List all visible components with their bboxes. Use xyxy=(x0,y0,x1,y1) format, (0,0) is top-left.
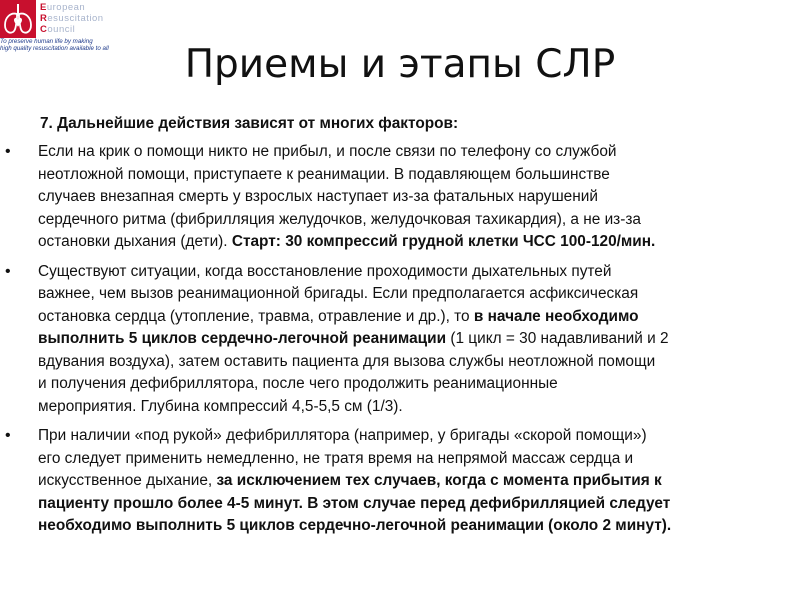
bullet-marker: • xyxy=(5,262,11,280)
text-line xyxy=(38,351,778,374)
text-line xyxy=(38,306,778,329)
bullet-text xyxy=(38,141,778,254)
text-line xyxy=(38,261,778,284)
intro-heading: 7. Дальнейшие действия зависят от многих факторов: xyxy=(40,115,459,132)
text-line xyxy=(38,186,778,209)
bullet-text xyxy=(38,425,778,538)
lungs-heart-icon xyxy=(0,0,36,38)
text-line xyxy=(38,141,778,164)
bold-text: Старт: 30 компрессий грудной клетки ЧСС 100-120/мин. xyxy=(231,233,656,250)
bullet-marker: • xyxy=(5,143,11,160)
text-line xyxy=(38,448,778,471)
text-segment: мероприятия. Глубина компрессий 4,5-5,5 см (1/3). xyxy=(38,397,403,415)
text-line xyxy=(38,164,778,187)
bold-text: за исключением тех случаев, когда с момента прибытия к xyxy=(216,472,662,489)
text-segment: остановки дыхания (дети). xyxy=(38,233,232,250)
text-segment: случаев внезапная смерть у взрослых наступает из-за фатальных нарушений xyxy=(38,188,598,205)
logo-word: Resuscitation xyxy=(40,13,104,24)
text-line xyxy=(38,231,778,254)
text-segment: важнее, чем вызов реанимационной бригады. Если предполагается асфиксическая xyxy=(38,285,639,302)
logo-tagline: To preserve human life by making high quality resuscitation available to all xyxy=(0,38,109,52)
bold-text: выполнить 5 циклов сердечно-легочной реанимации xyxy=(38,330,447,347)
text-segment: сердечного ритма (фибрилляция желудочков, желудочковая тахикардия), а не из-за xyxy=(38,210,641,228)
text-segment: (1 цикл = 30 надавливаний и 2 xyxy=(446,330,669,347)
logo-word: Council xyxy=(40,24,76,35)
text-segment: его следует применить немедленно, не тратя время на непрямой массаж сердца и xyxy=(38,449,634,467)
text-line xyxy=(38,209,778,232)
text-line xyxy=(38,425,778,448)
bullet-item xyxy=(5,425,778,538)
text-segment: неотложной помощи, приступаете к реанимации. В подавляющем большинстве xyxy=(38,165,610,183)
text-segment: вдувания воздуха), затем оставить пациента для вызова службы неотложной помощи xyxy=(38,352,656,370)
text-segment: Существуют ситуации, когда восстановление проходимости дыхательных путей xyxy=(38,262,612,280)
bold-text: в начале необходимо xyxy=(473,307,639,325)
text-line xyxy=(38,493,778,516)
text-segment: Если на крик о помощи никто не прибыл, и после связи по телефону со службой xyxy=(38,143,617,160)
text-segment: При наличии «под рукой» дефибриллятора (например, у бригады «скорой помощи») xyxy=(38,427,647,444)
logo-word: European xyxy=(40,2,86,13)
text-segment: и получения дефибриллятора, после чего продолжить реанимационные xyxy=(38,375,558,392)
logo-wordmark xyxy=(40,2,104,35)
text-segment: искусственное дыхание, xyxy=(38,472,217,489)
bold-text: пациенту прошло более 4-5 минут. В этом случае перед дефибрилляцией следует xyxy=(38,494,671,512)
bold-text: необходимо выполнить 5 циклов сердечно-легочной реанимации (около 2 минут). xyxy=(38,517,672,534)
text-line xyxy=(38,328,778,351)
bullet-text xyxy=(38,261,778,419)
bullet-item xyxy=(5,141,778,254)
bullet-list xyxy=(0,141,800,545)
bullet-marker: • xyxy=(5,427,11,444)
slide-title: Приемы и этапы СЛР xyxy=(184,42,616,87)
text-segment: остановка сердца (утопление, травма, отравление и др.), то xyxy=(38,307,474,325)
text-line xyxy=(38,283,778,306)
text-line xyxy=(38,373,778,396)
text-line xyxy=(38,515,778,538)
text-line xyxy=(38,396,778,419)
text-line xyxy=(38,470,778,493)
bullet-item xyxy=(5,261,778,419)
